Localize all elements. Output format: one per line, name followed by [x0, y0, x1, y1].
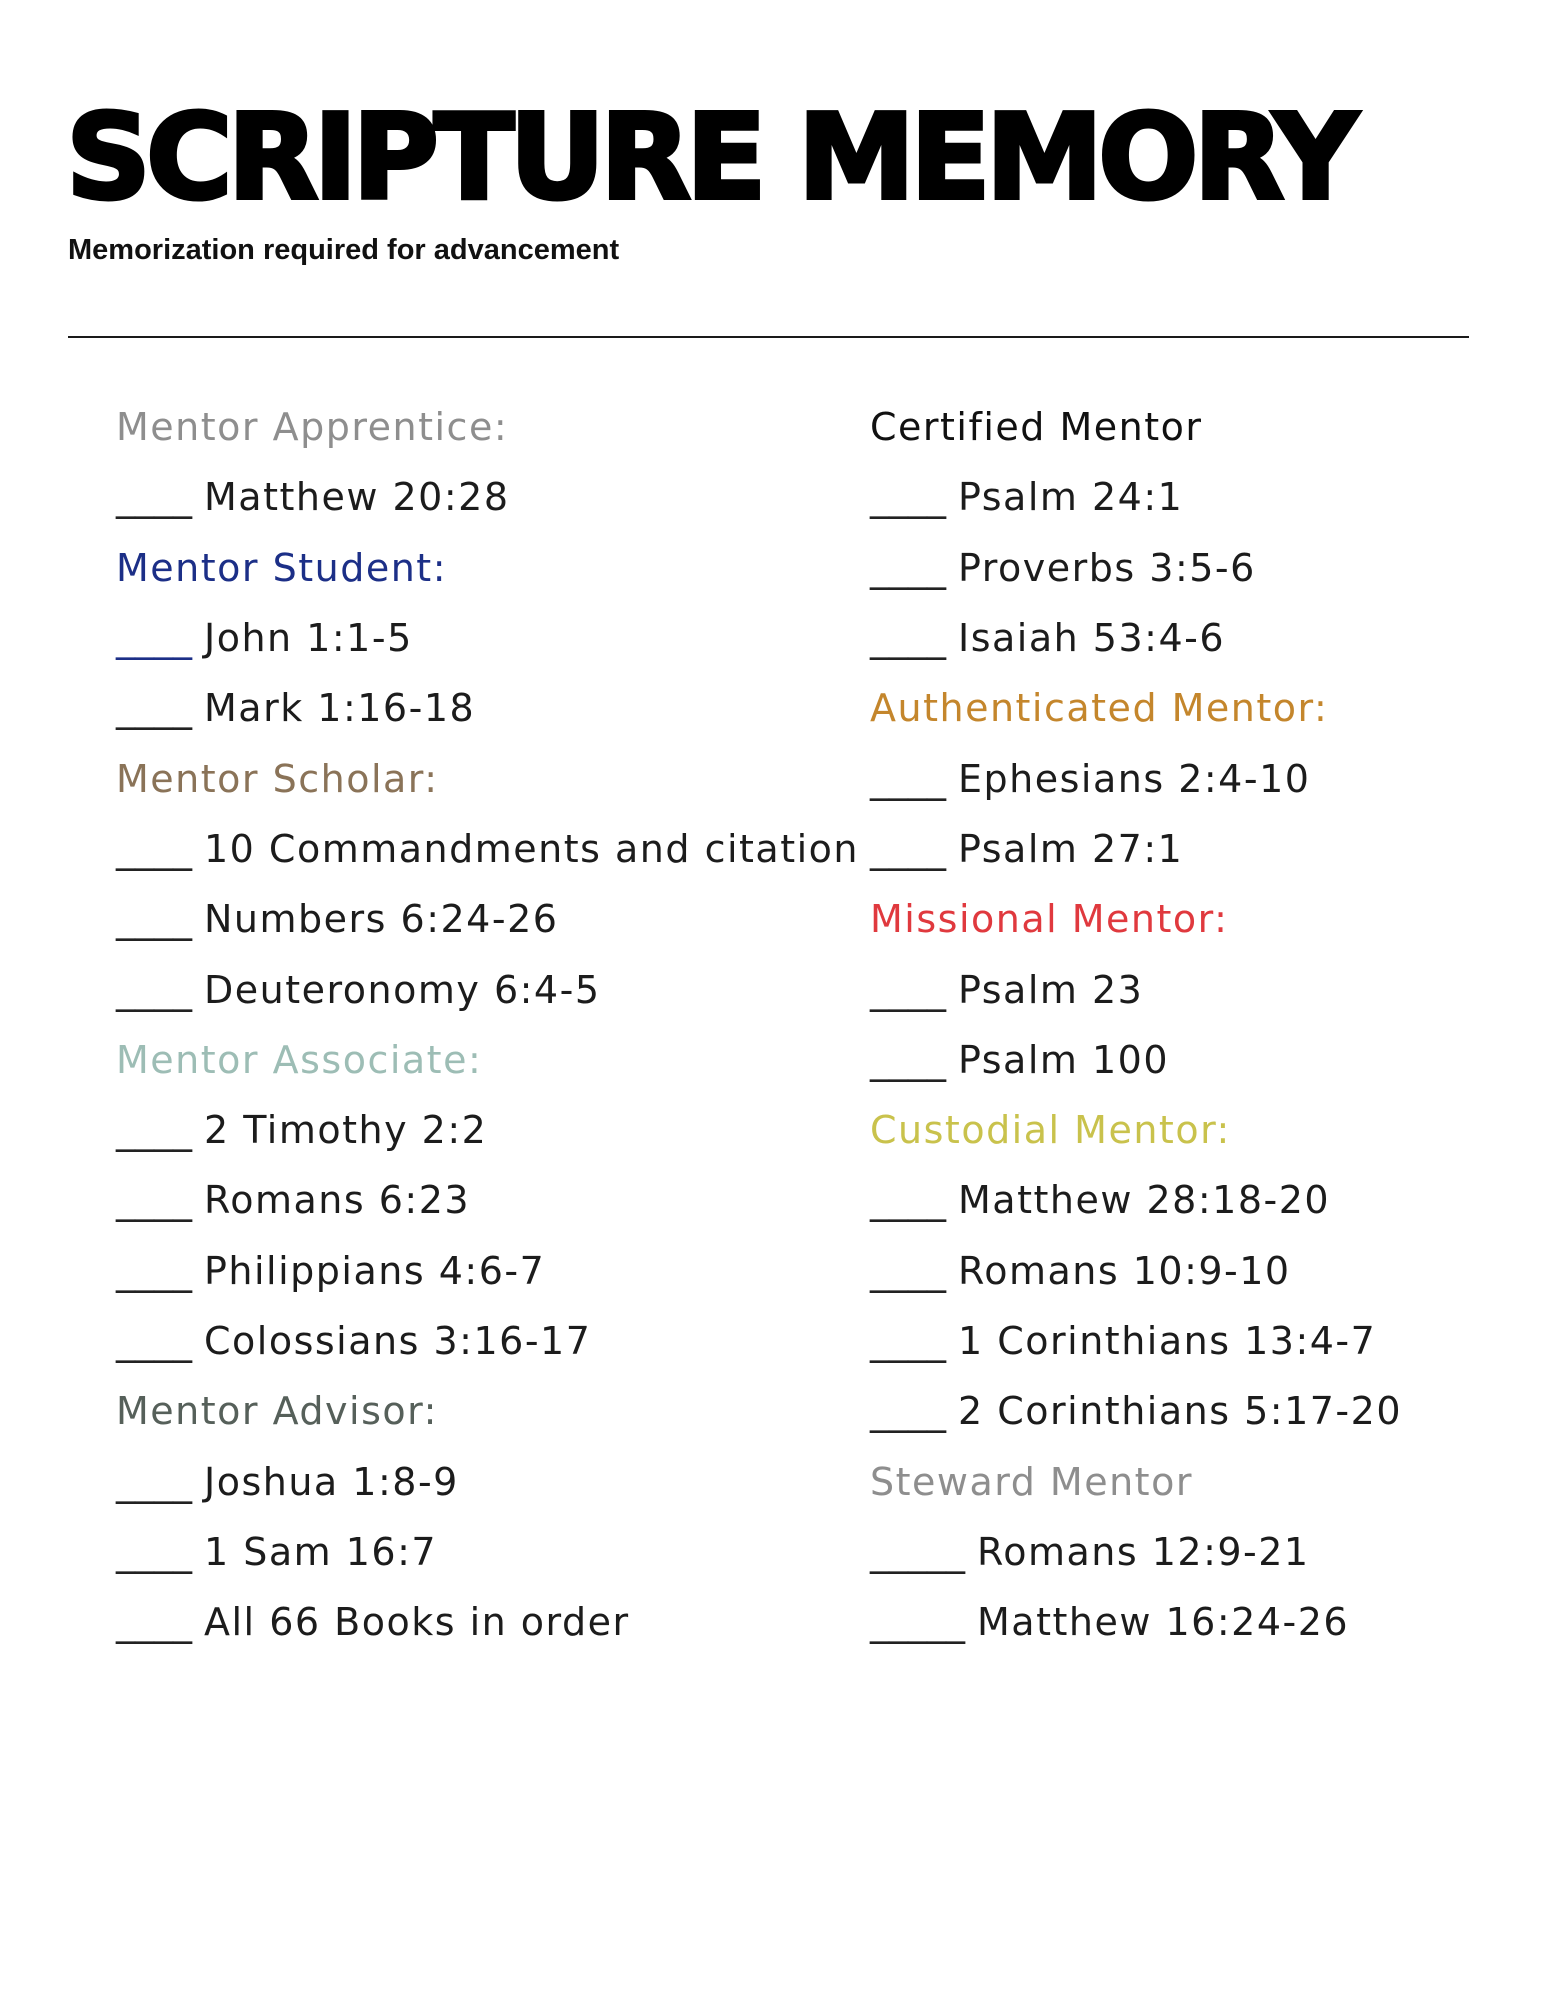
verse-reference: Matthew 20:28 — [204, 475, 510, 520]
verse-item — [870, 603, 1402, 673]
verse-reference: Psalm 27:1 — [958, 826, 1184, 871]
verse-reference: Deuteronomy 6:4-5 — [204, 967, 601, 1012]
checkoff-blank: ____ — [116, 686, 192, 731]
verse-item — [116, 1517, 859, 1587]
verse-reference: 1 Corinthians 13:4-7 — [958, 1319, 1377, 1363]
verse-item — [870, 1587, 1402, 1657]
verse-item — [870, 1376, 1402, 1446]
checkoff-blank: ____ — [116, 1108, 192, 1153]
page-title: SCRIPTURE MEMORY — [66, 88, 1354, 226]
verse-item — [870, 1025, 1402, 1095]
verse-reference: 10 Commandments and citation — [204, 826, 859, 871]
checkoff-blank: ____ — [116, 1459, 192, 1504]
verse-reference: Mark 1:16-18 — [204, 686, 476, 731]
verse-reference: Joshua 1:8-9 — [204, 1459, 459, 1504]
verse-item — [870, 462, 1402, 532]
checkoff-blank: ____ — [116, 1248, 192, 1293]
verse-item — [870, 743, 1402, 813]
verse-reference: Psalm 24:1 — [958, 475, 1184, 520]
verse-item — [116, 673, 859, 743]
level-heading: Mentor Apprentice: — [116, 405, 509, 450]
verse-reference: Romans 10:9-10 — [958, 1248, 1291, 1293]
checkoff-blank: ____ — [116, 1178, 192, 1223]
level-heading: Authenticated Mentor: — [870, 686, 1329, 731]
checkoff-blank: _____ — [870, 1529, 965, 1574]
checkoff-blank: ____ — [870, 826, 946, 871]
checkoff-blank: ____ — [870, 1319, 946, 1363]
checkoff-blank: ____ — [116, 475, 192, 520]
checkoff-blank: ____ — [870, 756, 946, 801]
verse-item — [870, 1165, 1402, 1235]
verse-item — [116, 1236, 859, 1306]
checkoff-blank: ____ — [870, 1178, 946, 1223]
checkoff-blank: ____ — [116, 1319, 192, 1363]
checkoff-blank: ____ — [116, 967, 192, 1012]
verse-item — [116, 1587, 859, 1657]
verse-item — [116, 1095, 859, 1165]
verse-item — [870, 814, 1402, 884]
checkoff-blank: ____ — [870, 616, 946, 661]
checkoff-blank: ____ — [870, 1389, 946, 1434]
left-column — [116, 392, 859, 1657]
verse-reference: Romans 12:9-21 — [977, 1529, 1310, 1574]
verse-reference: Isaiah 53:4-6 — [958, 616, 1226, 661]
verse-reference: All 66 Books in order — [204, 1600, 630, 1645]
verse-reference: Psalm 23 — [958, 967, 1144, 1012]
checkoff-blank: ____ — [870, 967, 946, 1012]
level-heading: Mentor Advisor: — [116, 1389, 438, 1434]
verse-reference: Philippians 4:6-7 — [204, 1248, 546, 1293]
verse-reference: Matthew 16:24-26 — [977, 1600, 1350, 1645]
verse-item — [116, 884, 859, 954]
level-heading: Custodial Mentor: — [870, 1108, 1231, 1153]
verse-reference: Proverbs 3:5-6 — [958, 545, 1256, 590]
checkoff-blank: ____ — [116, 616, 192, 661]
checkoff-blank: ____ — [870, 475, 946, 520]
verse-item — [116, 603, 859, 673]
level-heading: Certified Mentor — [870, 405, 1203, 450]
level-heading: Mentor Associate: — [116, 1037, 483, 1082]
checkoff-blank: ____ — [870, 1037, 946, 1082]
verse-reference: Colossians 3:16-17 — [204, 1319, 592, 1363]
verse-reference: Numbers 6:24-26 — [204, 897, 559, 942]
verse-item — [870, 1517, 1402, 1587]
verse-item — [116, 954, 859, 1024]
checkoff-blank: ____ — [870, 1248, 946, 1293]
verse-item — [116, 1165, 859, 1235]
checkoff-blank: ____ — [116, 1529, 192, 1574]
level-heading: Mentor Student: — [116, 545, 447, 590]
level-heading: Steward Mentor — [870, 1459, 1193, 1504]
checkoff-blank: ____ — [116, 1600, 192, 1645]
checkoff-blank: _____ — [870, 1600, 965, 1645]
verse-item — [870, 954, 1402, 1024]
verse-reference: Psalm 100 — [958, 1037, 1170, 1082]
verse-reference: John 1:1-5 — [204, 616, 413, 661]
checkoff-blank: ____ — [870, 545, 946, 590]
verse-item — [116, 1306, 859, 1376]
level-heading: Mentor Scholar: — [116, 756, 439, 801]
verse-reference: 2 Timothy 2:2 — [204, 1108, 488, 1153]
level-heading: Missional Mentor: — [870, 897, 1229, 942]
checkoff-blank: ____ — [116, 826, 192, 871]
right-column — [870, 392, 1402, 1657]
verse-reference: 2 Corinthians 5:17-20 — [958, 1389, 1402, 1434]
verse-item — [870, 533, 1402, 603]
page-subtitle: Memorization required for advancement — [68, 234, 620, 266]
verse-item — [116, 462, 859, 532]
verse-item — [870, 1306, 1402, 1376]
verse-item — [116, 814, 859, 884]
verse-reference: Ephesians 2:4-10 — [958, 756, 1311, 801]
verse-reference: Romans 6:23 — [204, 1178, 471, 1223]
checkoff-blank: ____ — [116, 897, 192, 942]
verse-reference: 1 Sam 16:7 — [204, 1529, 438, 1574]
verse-item — [870, 1236, 1402, 1306]
title-divider — [68, 336, 1469, 338]
verse-reference: Matthew 28:18-20 — [958, 1178, 1331, 1223]
verse-item — [116, 1446, 859, 1516]
